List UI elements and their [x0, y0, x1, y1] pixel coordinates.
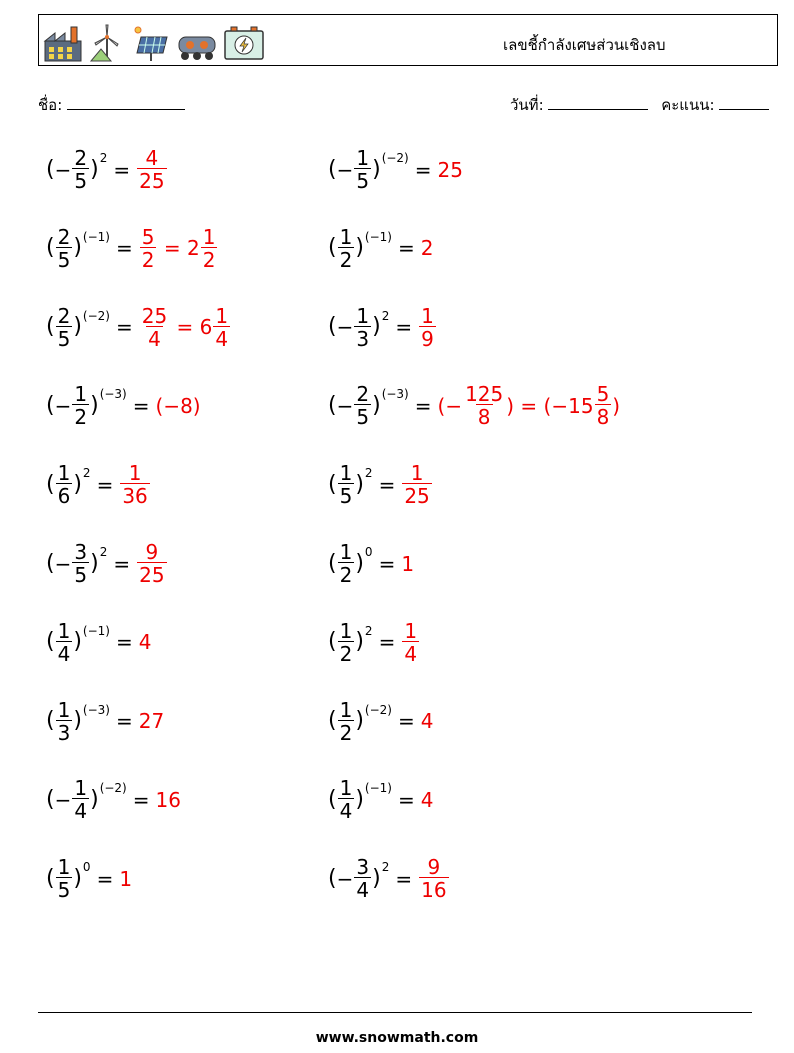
answer-text: 4	[420, 787, 434, 812]
open-paren: (	[46, 314, 55, 340]
minus-sign: −	[336, 315, 354, 340]
open-paren: (	[328, 865, 337, 891]
problem-item	[328, 382, 621, 430]
exponent: (−3)	[99, 387, 127, 402]
fraction	[354, 382, 371, 430]
fraction	[338, 697, 355, 745]
problem-item	[46, 303, 231, 351]
equals-sign: =	[378, 472, 396, 497]
score-blank[interactable]	[719, 95, 769, 110]
fraction	[338, 776, 355, 824]
numerator: 9	[145, 540, 159, 564]
equals-sign: =	[414, 157, 432, 182]
answer	[136, 148, 167, 191]
fraction	[338, 542, 355, 585]
numerator: 2	[57, 224, 71, 249]
answer	[401, 618, 420, 666]
factory-icon	[43, 23, 83, 63]
problem-item	[328, 461, 433, 509]
fraction	[419, 303, 436, 351]
equals-sign: =	[378, 630, 396, 655]
exponent: (−2)	[82, 308, 110, 323]
exponent: 0	[364, 545, 373, 559]
problem-item	[328, 776, 434, 824]
denominator: 5	[57, 878, 71, 903]
denominator: 4	[404, 641, 418, 666]
open-paren: (	[46, 786, 55, 812]
equals-sign: =	[132, 393, 150, 418]
close-paren: )	[90, 392, 99, 418]
fraction	[56, 618, 73, 666]
close-paren: )	[73, 865, 82, 891]
numerator: 9	[427, 855, 441, 880]
battery-icon	[223, 23, 265, 63]
fraction	[463, 382, 505, 430]
close-paren: )	[355, 235, 364, 261]
tank-truck-icon	[175, 23, 219, 63]
answer	[139, 224, 219, 272]
problem-item	[328, 618, 420, 666]
answer	[155, 787, 181, 812]
answer	[420, 709, 434, 734]
denominator: 4	[148, 326, 161, 351]
name-blank[interactable]	[67, 95, 185, 110]
minus-sign: −	[54, 551, 72, 576]
numerator: 1	[128, 461, 142, 486]
close-paren: )	[355, 471, 364, 497]
numerator: 1	[339, 540, 353, 564]
fraction	[72, 382, 89, 430]
exponent: 2	[82, 466, 91, 481]
denominator: 3	[356, 326, 370, 351]
open-paren: (	[328, 471, 337, 497]
denominator: 2	[339, 641, 353, 666]
answer	[437, 157, 463, 182]
open-paren: (	[46, 235, 55, 261]
answer-text: 27	[138, 709, 165, 734]
open-paren: (	[46, 708, 55, 734]
denominator: 2	[202, 247, 216, 272]
denominator: 2	[339, 563, 353, 587]
answer	[420, 236, 434, 261]
equals-sign: =	[397, 709, 415, 734]
close-paren: )	[355, 629, 364, 655]
exponent: (−3)	[381, 387, 409, 402]
denominator: 5	[57, 326, 71, 351]
score-label: คะแนน:	[661, 96, 715, 114]
numerator: 1	[202, 224, 216, 249]
answer-text: = 2	[157, 236, 200, 261]
worksheet-title: เลขชี้กำลังเศษส่วนเชิงลบ	[503, 36, 666, 54]
problem-item	[46, 461, 151, 509]
minus-sign: −	[336, 157, 354, 182]
denominator: 4	[57, 641, 71, 666]
close-paren: )	[73, 471, 82, 497]
denominator: 2	[74, 405, 88, 430]
fraction	[201, 224, 218, 272]
fraction	[120, 461, 149, 509]
numerator: 1	[74, 776, 88, 801]
fraction	[56, 303, 73, 351]
exponent: 2	[381, 860, 390, 875]
footer-divider	[38, 1012, 752, 1013]
fraction	[137, 148, 166, 191]
open-paren: (	[328, 235, 337, 261]
fraction	[137, 542, 166, 585]
numerator: 1	[57, 618, 71, 643]
minus-sign: −	[54, 787, 72, 812]
close-paren: )	[372, 156, 381, 182]
numerator: 3	[356, 855, 370, 880]
denominator: 25	[404, 484, 430, 509]
numerator: 1	[57, 697, 71, 722]
fraction	[72, 776, 89, 824]
open-paren: (	[46, 471, 55, 497]
answer-text: ) = (−15	[506, 393, 594, 418]
exponent: (−1)	[82, 229, 110, 244]
numerator: 1	[339, 224, 353, 249]
problem-item	[46, 542, 168, 585]
minus-sign: −	[54, 393, 72, 418]
problem-item	[46, 618, 152, 666]
open-paren: (	[46, 550, 55, 576]
fraction	[338, 618, 355, 666]
fraction	[56, 697, 73, 745]
solar-panel-icon	[131, 23, 171, 63]
fraction	[140, 303, 169, 351]
answer	[119, 461, 150, 509]
denominator: 5	[356, 169, 370, 193]
numerator: 4	[145, 146, 159, 170]
numerator: 1	[215, 303, 229, 328]
close-paren: )	[90, 550, 99, 576]
numerator: 1	[421, 303, 434, 328]
equals-sign: =	[378, 551, 396, 576]
close-paren: )	[355, 786, 364, 812]
fraction	[354, 148, 371, 191]
date-blank[interactable]	[548, 95, 648, 110]
name-field	[38, 93, 185, 117]
exponent: 2	[381, 308, 390, 323]
fraction	[56, 461, 73, 509]
fraction	[402, 618, 419, 666]
close-paren: )	[73, 314, 82, 340]
numerator: 2	[57, 303, 71, 328]
denominator: 2	[339, 720, 353, 745]
close-paren: )	[372, 314, 381, 340]
answer	[155, 393, 201, 418]
fraction	[338, 461, 355, 509]
answer-text: 25	[437, 157, 463, 182]
open-paren: (	[328, 786, 337, 812]
denominator: 4	[356, 878, 370, 903]
denominator: 36	[122, 484, 148, 509]
problem-item	[328, 542, 414, 585]
open-paren: (	[328, 629, 337, 655]
answer-text: 4	[138, 630, 152, 655]
fraction	[56, 224, 73, 272]
close-paren: )	[90, 786, 99, 812]
equals-sign: =	[115, 315, 133, 340]
close-paren: )	[90, 156, 99, 182]
numerator: 2	[356, 382, 370, 407]
exponent: 2	[99, 151, 108, 165]
problem-item	[46, 776, 181, 824]
answer	[420, 787, 434, 812]
minus-sign: −	[336, 866, 354, 891]
fraction	[595, 382, 612, 430]
equals-sign: =	[132, 787, 150, 812]
problem-item	[328, 303, 437, 351]
exponent: (−1)	[364, 781, 392, 796]
numerator: 5	[596, 382, 610, 407]
answer	[437, 382, 621, 430]
numerator: 1	[339, 618, 353, 643]
exponent: 2	[364, 623, 373, 638]
numerator: 1	[404, 618, 418, 643]
numerator: 1	[339, 461, 353, 486]
exponent: (−2)	[99, 781, 127, 796]
denominator: 4	[74, 799, 88, 824]
answer	[139, 303, 231, 351]
answer	[418, 303, 437, 351]
equals-sign: =	[115, 709, 133, 734]
fraction	[72, 542, 89, 585]
denominator: 5	[74, 563, 88, 587]
numerator: 1	[410, 461, 424, 486]
date-score-field	[510, 93, 769, 117]
close-paren: )	[372, 865, 381, 891]
close-paren: )	[355, 708, 364, 734]
open-paren: (	[328, 392, 337, 418]
denominator: 8	[477, 405, 491, 430]
problem-item	[46, 224, 218, 272]
numerator: 1	[356, 303, 370, 328]
equals-sign: =	[113, 157, 131, 182]
answer	[138, 630, 152, 655]
numerator: 125	[465, 382, 504, 407]
minus-sign: −	[336, 393, 354, 418]
equals-sign: =	[397, 236, 415, 261]
exponent: (−3)	[82, 702, 110, 717]
minus-sign: −	[54, 157, 72, 182]
denominator: 5	[356, 405, 370, 430]
equals-sign: =	[115, 630, 133, 655]
close-paren: )	[73, 235, 82, 261]
answer-text: = 6	[170, 315, 213, 340]
open-paren: (	[46, 629, 55, 655]
close-paren: )	[355, 550, 364, 576]
answer-text: 2	[420, 236, 434, 261]
denominator: 16	[421, 878, 447, 903]
open-paren: (	[46, 156, 55, 182]
close-paren: )	[73, 629, 82, 655]
equals-sign: =	[96, 866, 114, 891]
answer-text: )	[612, 393, 621, 418]
numerator: 1	[57, 855, 71, 880]
fraction	[419, 855, 448, 903]
answer-text: 1	[119, 866, 133, 891]
open-paren: (	[328, 550, 337, 576]
problem-item	[328, 855, 450, 903]
answer	[401, 551, 415, 576]
denominator: 4	[215, 326, 229, 351]
fraction	[140, 224, 157, 272]
fraction	[72, 148, 89, 191]
denominator: 2	[141, 247, 155, 272]
open-paren: (	[328, 708, 337, 734]
footer-url: www.snowmath.com	[315, 1030, 479, 1046]
exponent: 0	[82, 860, 91, 875]
fraction	[56, 855, 73, 903]
equals-sign: =	[395, 866, 413, 891]
denominator: 4	[339, 799, 353, 824]
exponent: (−2)	[364, 702, 392, 717]
denominator: 5	[74, 169, 88, 193]
date-label: วันที่:	[510, 96, 544, 114]
answer-text: 16	[155, 787, 181, 812]
answer-text: 4	[420, 709, 434, 734]
open-paren: (	[46, 865, 55, 891]
exponent: (−2)	[381, 151, 409, 165]
numerator: 5	[141, 224, 155, 249]
answer-text: 1	[401, 551, 415, 576]
denominator: 2	[339, 247, 353, 272]
fraction	[354, 303, 371, 351]
open-paren: (	[46, 392, 55, 418]
denominator: 5	[57, 247, 71, 272]
answer	[119, 866, 133, 891]
fraction	[213, 303, 230, 351]
close-paren: )	[372, 392, 381, 418]
worksheet-header	[38, 14, 778, 66]
exponent: (−1)	[364, 229, 392, 244]
answer	[401, 461, 432, 509]
fraction	[354, 855, 371, 903]
exponent: 2	[364, 466, 373, 481]
answer-text: (−8)	[155, 393, 201, 418]
header-icons	[43, 19, 265, 63]
answer	[418, 855, 449, 903]
problem-item	[328, 224, 434, 272]
denominator: 3	[57, 720, 71, 745]
numerator: 1	[339, 776, 353, 801]
problem-item	[46, 697, 165, 745]
wind-turbine-icon	[87, 23, 127, 63]
answer-text: (−	[437, 393, 463, 418]
equals-sign: =	[113, 551, 131, 576]
exponent: 2	[99, 545, 108, 559]
close-paren: )	[73, 708, 82, 734]
answer	[138, 709, 165, 734]
open-paren: (	[328, 314, 337, 340]
numerator: 1	[74, 382, 88, 407]
fraction	[402, 461, 431, 509]
problem-item	[46, 148, 168, 191]
name-label: ชื่อ:	[38, 96, 63, 114]
numerator: 1	[356, 146, 370, 170]
equals-sign: =	[397, 787, 415, 812]
equals-sign: =	[96, 472, 114, 497]
numerator: 1	[57, 461, 71, 486]
denominator: 25	[139, 169, 165, 193]
equals-sign: =	[115, 236, 133, 261]
problem-item	[328, 697, 434, 745]
denominator: 5	[339, 484, 353, 509]
problem-item	[46, 855, 133, 903]
numerator: 2	[74, 146, 88, 170]
denominator: 6	[57, 484, 71, 509]
open-paren: (	[328, 156, 337, 182]
denominator: 25	[139, 563, 165, 587]
answer	[136, 542, 167, 585]
problem-item	[46, 382, 201, 430]
denominator: 9	[421, 326, 434, 351]
exponent: (−1)	[82, 623, 110, 638]
equals-sign: =	[414, 393, 432, 418]
denominator: 8	[596, 405, 610, 430]
equals-sign: =	[395, 315, 413, 340]
numerator: 25	[141, 303, 168, 328]
problem-item	[328, 148, 463, 191]
numerator: 3	[74, 540, 88, 564]
fraction	[338, 224, 355, 272]
numerator: 1	[339, 697, 353, 722]
